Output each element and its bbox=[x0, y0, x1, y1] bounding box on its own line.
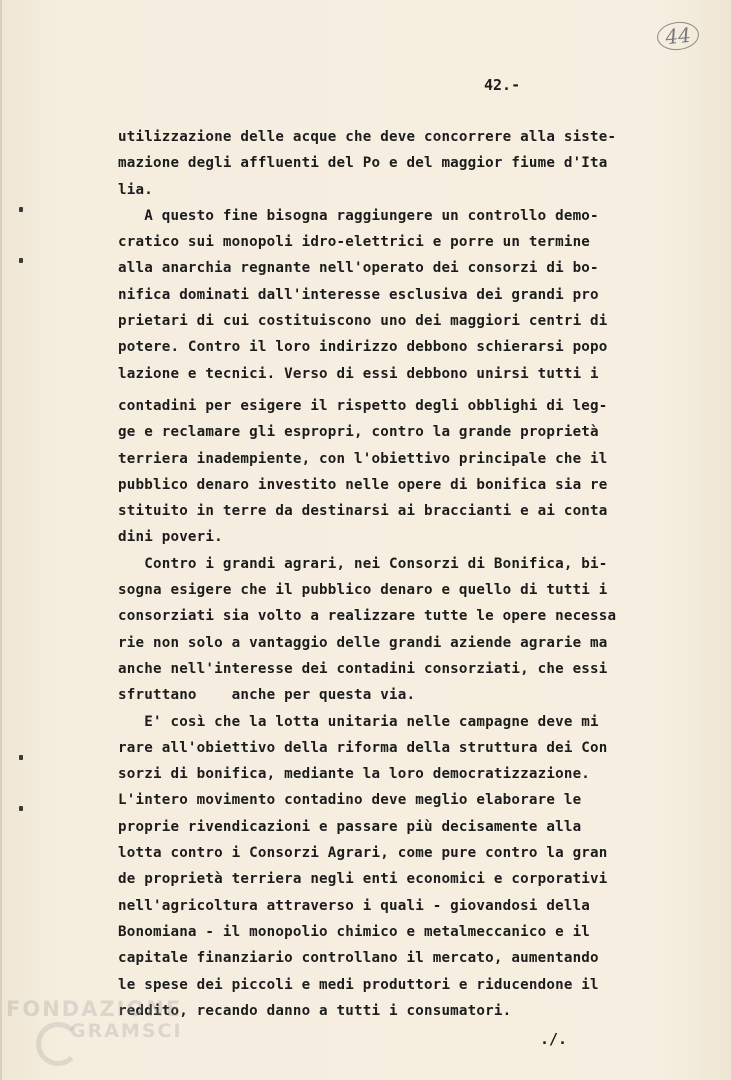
page-number: 42.- bbox=[484, 76, 521, 94]
margin-mark bbox=[19, 755, 23, 760]
text-line: proprie rivendicazioni e passare più decisamente alla bbox=[118, 818, 582, 835]
text-line: A questo fine bisogna raggiungere un controllo demo- bbox=[118, 207, 599, 224]
continuation-mark: ./. bbox=[540, 1030, 568, 1048]
archive-watermark bbox=[6, 998, 183, 1042]
typed-body-text bbox=[118, 124, 658, 1024]
text-line: E' così che la lotta unitaria nelle campagne deve mi bbox=[118, 713, 599, 730]
text-line: de proprietà terriera negli enti economici e corporativi bbox=[118, 871, 608, 888]
text-line: le spese dei piccoli e medi produttori e riducendone il bbox=[118, 976, 599, 993]
text-line: cratico sui monopoli idro-elettrici e porre un termine bbox=[118, 234, 591, 251]
text-line: stituito in terre da destinarsi ai braccianti e ai conta bbox=[118, 503, 608, 520]
text-line: lia. bbox=[118, 181, 153, 198]
text-line: sorzi di bonifica, mediante la loro democratizzazione. bbox=[118, 766, 591, 783]
text-line: lazione e tecnici. Verso di essi debbono unirsi tutti i bbox=[118, 365, 599, 382]
text-line: nifica dominati dall'interesse esclusiva dei grandi pro bbox=[118, 286, 599, 303]
text-line: ge e reclamare gli espropri, contro la grande proprietà bbox=[118, 424, 599, 441]
text-line: Bonomiana - il monopolio chimico e metalmeccanico e il bbox=[118, 923, 591, 940]
text-line: contadini per esigere il rispetto degli obblighi di leg- bbox=[118, 397, 608, 414]
text-line: sfruttano anche per questa via. bbox=[118, 687, 416, 704]
text-line: terriera inadempiente, con l'obiettivo principale che il bbox=[118, 450, 608, 467]
text-line: alla anarchia regnante nell'operato dei consorzi di bo- bbox=[118, 260, 599, 277]
text-line: Contro i grandi agrari, nei Consorzi di Bonifica, bi- bbox=[118, 555, 608, 572]
watermark-line-2: GRAMSCI bbox=[70, 1020, 183, 1042]
text-line: rie non solo a vantaggio delle grandi aziende agrarie ma bbox=[118, 634, 608, 651]
text-line: nell'agricoltura attraverso i quali - giovandosi della bbox=[118, 897, 591, 914]
archive-number-stamp: 44 bbox=[656, 20, 701, 52]
text-line: consorziati sia volto a realizzare tutte le opere necessa bbox=[118, 608, 617, 625]
text-line: sogna esigere che il pubblico denaro e quello di tutti i bbox=[118, 582, 608, 599]
text-line: potere. Contro il loro indirizzo debbono schierarsi popo bbox=[118, 339, 608, 356]
watermark-line-1: FONDAZIONE bbox=[6, 997, 183, 1021]
text-line: anche nell'interesse dei contadini consorziati, che essi bbox=[118, 660, 608, 677]
margin-mark bbox=[19, 258, 23, 263]
text-line: rare all'obiettivo della riforma della struttura dei Con bbox=[118, 739, 608, 756]
text-line: prietari di cui costituiscono uno dei maggiori centri di bbox=[118, 313, 608, 330]
text-line: dini poveri. bbox=[118, 529, 223, 546]
text-line: pubblico denaro investito nelle opere di bonifica sia re bbox=[118, 476, 608, 493]
text-line: utilizzazione delle acque che deve concorrere alla siste- bbox=[118, 129, 617, 145]
text-line: reddito, recando danno a tutti i consumatori. bbox=[118, 1002, 512, 1019]
margin-mark bbox=[19, 806, 23, 811]
margin-mark bbox=[19, 207, 23, 212]
text-line: mazione degli affluenti del Po e del maggior fiume d'Ita bbox=[118, 155, 608, 172]
text-line: L'intero movimento contadino deve meglio elaborare le bbox=[118, 792, 582, 809]
text-line: lotta contro i Consorzi Agrari, come pure contro la gran bbox=[118, 845, 608, 862]
text-line: capitale finanziario controllano il mercato, aumentando bbox=[118, 950, 599, 967]
